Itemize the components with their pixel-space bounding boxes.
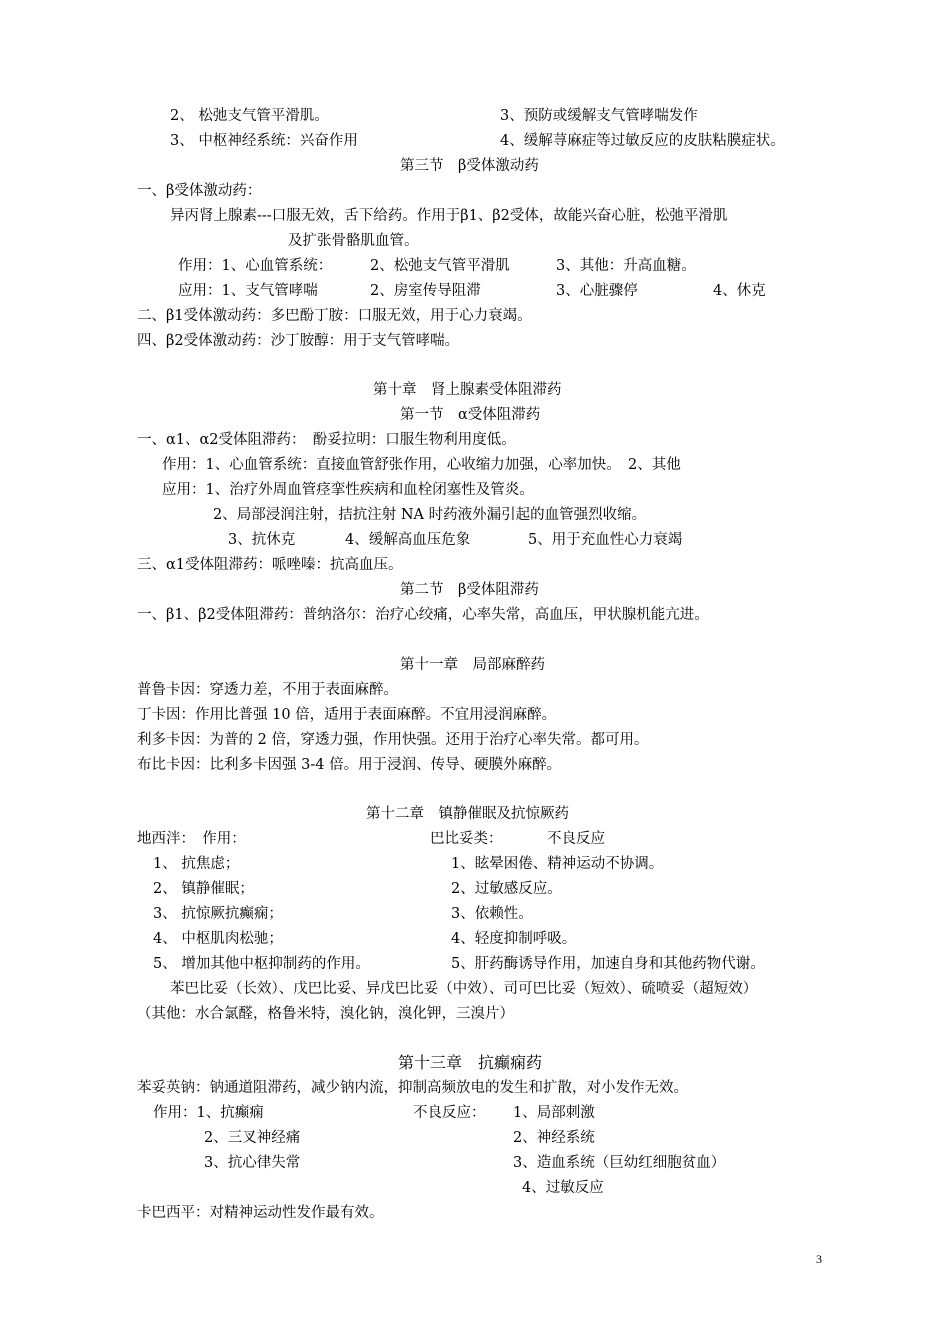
- text-line: 布比卡因：比利多卡因强 3-4 倍。用于浸润、传导、硬膜外麻醉。: [137, 757, 562, 773]
- text-line: 2、房室传导阻滞: [370, 283, 481, 299]
- list-item: 3、 抗惊厥抗癫痫；: [153, 906, 283, 922]
- text-line: 丁卡因：作用比普强 10 倍，适用于表面麻醉。不宜用浸润麻醉。: [137, 707, 557, 723]
- list-item: 1、眩晕困倦、精神运动不协调。: [451, 856, 664, 872]
- text-line: 一、α1、α2受体阻滞药： 酚妥拉明：口服生物利用度低。: [137, 432, 516, 448]
- list-item: 3、依赖性。: [451, 906, 533, 922]
- text-line: 普鲁卡因：穿透力差，不用于表面麻醉。: [137, 682, 398, 698]
- text-line: 2、 松弛支气管平滑肌。: [170, 108, 329, 124]
- text-line: 卡巴西平：对精神运动性发作最有效。: [137, 1205, 384, 1221]
- text-line: 一、β受体激动药：: [137, 183, 262, 199]
- text-line: 作用：1、心血管系统：: [178, 258, 333, 274]
- text-line: 2、三叉神经痛: [204, 1130, 301, 1146]
- text-line: 苯妥英钠：钠通道阻滞药，减少钠内流，抑制高频放电的发生和扩散，对小发作无效。: [137, 1080, 688, 1096]
- text-line: 三、α1受体阻滞药：哌唑嗪：抗高血压。: [137, 557, 403, 573]
- text-line: 3、 中枢神经系统：兴奋作用: [170, 133, 358, 149]
- chapter-heading: 第十章 肾上腺素受体阻滞药: [373, 382, 562, 398]
- section-heading: 第二节 β受体阻滞药: [400, 582, 539, 598]
- list-item: 4、轻度抑制呼吸。: [451, 931, 577, 947]
- text-line: （其他：水合氯醛，格鲁米特，溴化钠，溴化钾，三溴片）: [137, 1006, 514, 1022]
- text-line: 巴比妥类：: [430, 831, 503, 847]
- text-line: 作用：1、心血管系统：直接血管舒张作用，心收缩力加强，心率加快。 2、其他: [162, 457, 681, 473]
- text-line: 不良反应: [547, 831, 605, 847]
- list-item: 5、肝药酶诱导作用，加速自身和其他药物代谢。: [451, 956, 765, 972]
- text-line: 一、β1、β2受体阻滞药：普纳洛尔：治疗心绞痛，心率失常，高血压，甲状腺机能亢进。: [137, 607, 709, 623]
- text-line: 4、缓解荨麻症等过敏反应的皮肤粘膜症状。: [500, 133, 785, 149]
- text-line: 异丙肾上腺素---口服无效，舌下给药。作用于β1、β2受体，故能兴奋心脏，松弛平滑肌: [170, 208, 728, 224]
- text-line: 2、松弛支气管平滑肌: [370, 258, 510, 274]
- text-line: 不良反应：: [413, 1105, 486, 1121]
- list-item: 5、 增加其他中枢抑制药的作用。: [153, 956, 370, 972]
- text-line: 3、造血系统（巨幼红细胞贫血）: [513, 1155, 726, 1171]
- page-number: 3: [816, 1252, 822, 1266]
- text-line: 1、局部刺激: [513, 1105, 595, 1121]
- chapter-heading: 第十三章 抗癫痫药: [398, 1053, 543, 1072]
- chapter-heading: 第十二章 镇静催眠及抗惊厥药: [366, 806, 569, 822]
- list-item: 2、 镇静催眠；: [153, 881, 254, 897]
- list-item: 1、 抗焦虑；: [153, 856, 240, 872]
- section-heading: 第一节 α受体阻滞药: [400, 407, 541, 423]
- text-line: 5、用于充血性心力衰竭: [528, 532, 683, 548]
- text-line: 二、β1受体激动药：多巴酚丁胺：口服无效，用于心力衰竭。: [137, 308, 532, 324]
- text-line: 及扩张骨骼肌血管。: [288, 233, 419, 249]
- text-line: 苯巴比妥（长效）、戊巴比妥、异戊巴比妥（中效）、司可巴比妥（短效）、硫喷妥（超短效）: [170, 981, 758, 997]
- text-line: 3、心脏骤停: [556, 283, 638, 299]
- list-item: 2、过敏感反应。: [451, 881, 562, 897]
- text-line: 利多卡因：为普的 2 倍，穿透力强，作用快强。还用于治疗心率失常。都可用。: [137, 732, 649, 748]
- text-line: 4、缓解高血压危象: [345, 532, 471, 548]
- text-line: 3、其他：升高血糖。: [556, 258, 696, 274]
- text-line: 应用：1、治疗外周血管痉挛性疾病和血栓闭塞性及管炎。: [162, 482, 534, 498]
- text-line: 3、抗心律失常: [204, 1155, 301, 1171]
- text-line: 地西泮： 作用：: [137, 831, 246, 847]
- text-line: 四、β2受体激动药：沙丁胺醇：用于支气管哮喘。: [137, 333, 460, 349]
- text-line: 3、抗休克: [228, 532, 296, 548]
- text-line: 作用：1、抗癫痫: [153, 1105, 264, 1121]
- text-line: 4、过敏反应: [522, 1180, 604, 1196]
- chapter-heading: 第十一章 局部麻醉药: [400, 657, 545, 673]
- text-line: 3、预防或缓解支气管哮喘发作: [500, 108, 698, 124]
- list-item: 4、 中枢肌肉松驰；: [153, 931, 283, 947]
- text-line: 应用：1、支气管哮喘: [178, 283, 318, 299]
- text-line: 2、神经系统: [513, 1130, 595, 1146]
- text-line: 4、休克: [713, 283, 766, 299]
- section-heading: 第三节 β受体激动药: [400, 158, 539, 174]
- text-line: 2、局部浸润注射，拮抗注射 NA 时药液外漏引起的血管强烈收缩。: [213, 507, 647, 523]
